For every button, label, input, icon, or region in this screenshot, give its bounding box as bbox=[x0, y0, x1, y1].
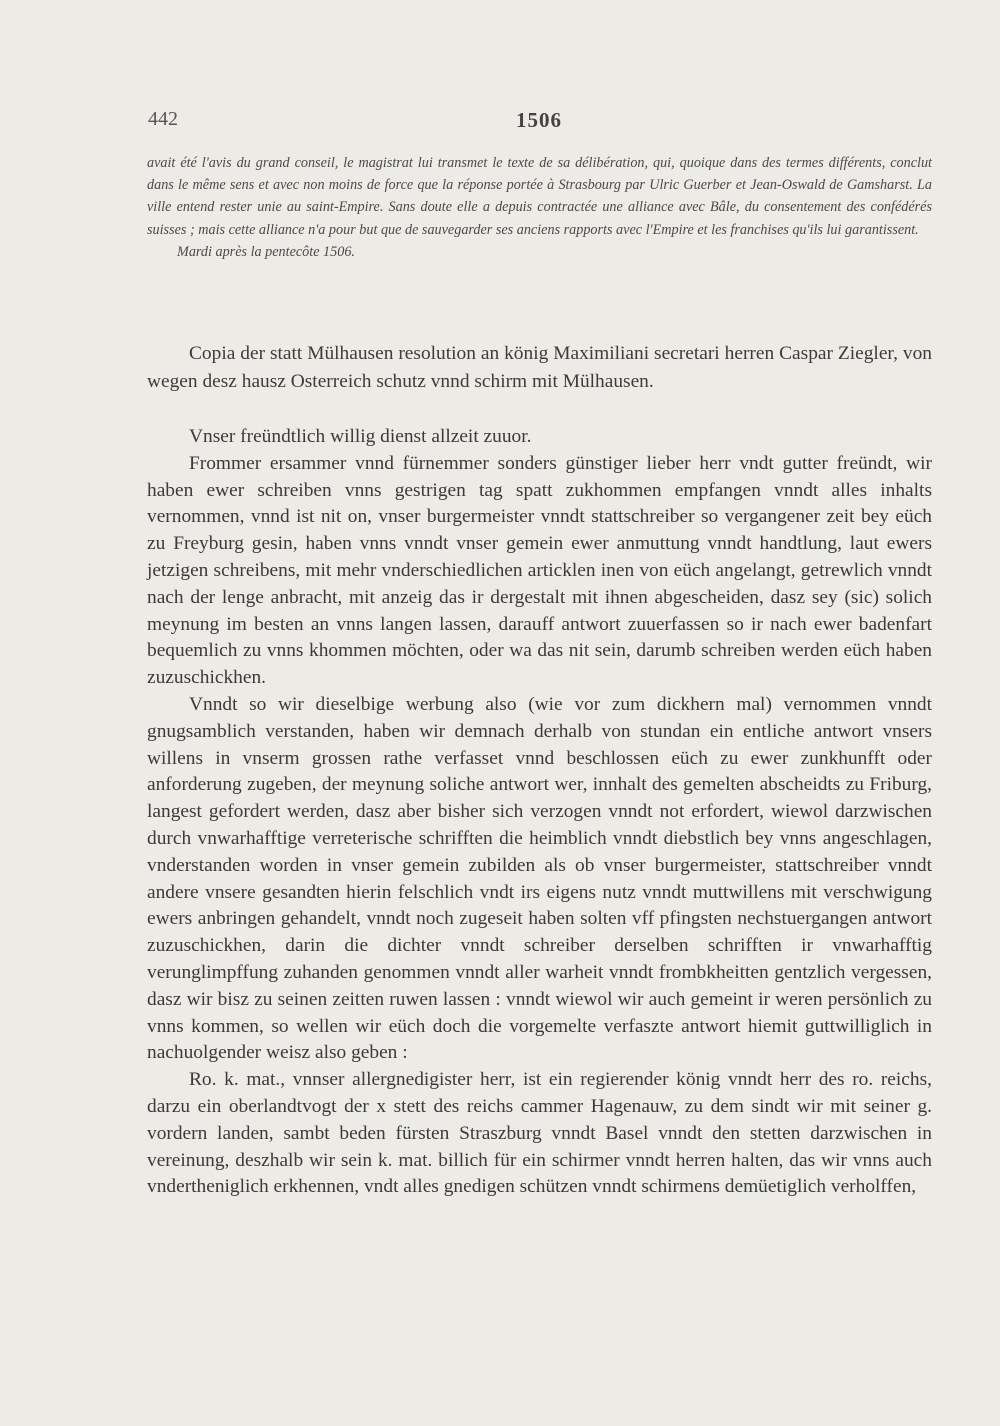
summary-date: Mardi après la pentecôte 1506. bbox=[177, 243, 355, 260]
running-head-year: 1506 bbox=[516, 108, 562, 132]
page-header bbox=[148, 108, 930, 138]
document-title bbox=[147, 340, 932, 396]
salutation: Vnser freündtlich willig dienst allzeit zuuor. bbox=[189, 426, 532, 447]
document-title-text: Copia der statt Mülhausen resolution an könig Maximiliani secretari herren Caspar Ziegler, von wegen desz hausz Osterreich schutz vnnd schirm mit Mülhausen. bbox=[147, 343, 932, 392]
page-number: 442 bbox=[148, 108, 178, 130]
body-paragraph: Frommer ersammer vnnd fürnemmer sonders günstiger lieber herr vndt gutter freündt, wir haben ewer schreiben vnns gestrigen tag spatt zukhommen empfangen vnndt alles inhalts vernommen, vnnd ist nit on, vnser burgermeister vnndt stattschreiber so vergangener zeit bey eüch zu Freyburg gesin, haben vnns vnndt vnser gemein ewer anmuttung vnndt handtlung, laut ewers jetzigen schreibens, mit mehr vnderschiedlichen articklen inen von eüch angelangt, getrewlich vnndt nach der lenge anbracht, mit anzeig das ir dergestalt mit ihnen abgescheiden, dasz sey (sic) solich meynung im besten an vnns langen lassen, darauff antwort zuuerfassen so ir nach ewer badenfart bequemlich zu vnns khommen möchten, oder wa das nit sein, darumb schreiben werden eüch haben zuzuschickhen. bbox=[147, 452, 932, 689]
summary-text: avait été l'avis du grand conseil, le magistrat lui transmet le texte de sa délibération, qui, quoique dans des termes différents, conclut dans le même sens et avec non moins de force que la réponse portée à Strasbourg par Ulric Guerber et Jean-Oswald de Gamsharst. La ville entend rester unie au saint-Empire. Sans doute elle a depuis contractée une alliance avec Bâle, du consentement des confédérés suisses ; mais cette alliance n'a pour but que de sauvegarder ses anciens rapports avec l'Empire et les franchises qu'ils lui garantissent. bbox=[147, 155, 932, 238]
document-body bbox=[147, 424, 932, 1201]
body-paragraph: Vnndt so wir dieselbige werbung also (wie vor zum dickhern mal) vernommen vnndt gnugsamblich verstanden, haben wir demnach derhalb von stundan ein entliche antwort vnsers willens in vnserm grossen rathe verfasset vnnd beschlossen eüch zu ewer zunkhunfft oder anforderung zugeben, der meynung soliche antwort wer, innhalt des gemelten abscheidts zu Friburg, langest gefordert werden, dasz aber bisher sich verzogen vnndt not erfordert, wiewol darzwischen durch vnwarhafftige verreterische schrifften die heimblich vnndt diebstlich bey vnns angeschlagen, vnderstanden worden in vnser gemein zubilden als ob vnser burgermeister, stattschreiber vnndt andere vnsere gesandten hierin felschlich vndt irs eigens nutz vnndt muttwillens mit verschwigung ewers anbringen gehandelt, vnndt noch zugeseit haben solten vff pfingsten nechstuergangen antwort zuzuschickhen, darin die dichter vnndt schreiber derselben schrifften ir vnwarhafftig verunglimpffung zuhanden genommen vnndt aller warheit vnndt frombkheitten gentzlich vergessen, dasz wir bisz zu seinen zeitten ruwen lassen : vnndt wiewol wir auch gemeint ir weren persönlich zu vnns kommen, so wellen wir eüch doch die vorgemelte verfaszte antwort hiemit guttwilliglich in nachuolgender weisz also geben : bbox=[147, 693, 932, 1064]
editorial-summary bbox=[147, 152, 932, 263]
body-paragraph: Ro. k. mat., vnnser allergnedigister herr, ist ein regierender könig vnndt herr des ro. reichs, darzu ein oberlandtvogt der x stett des reichs cammer Hagenauw, zu dem sindt wir mit seiner g. vordern landen, sambt beden fürsten Straszburg vnndt Basel vnndt den stetten darzwischen in vereinung, deszhalb wir sein k. mat. billich für ein schirmer vnndt herren halten, das wir vnns auch vndertheniglich erkhennen, vndt alles gnedigen schützen vnndt schirmens demüetiglich verholffen, bbox=[147, 1069, 932, 1198]
